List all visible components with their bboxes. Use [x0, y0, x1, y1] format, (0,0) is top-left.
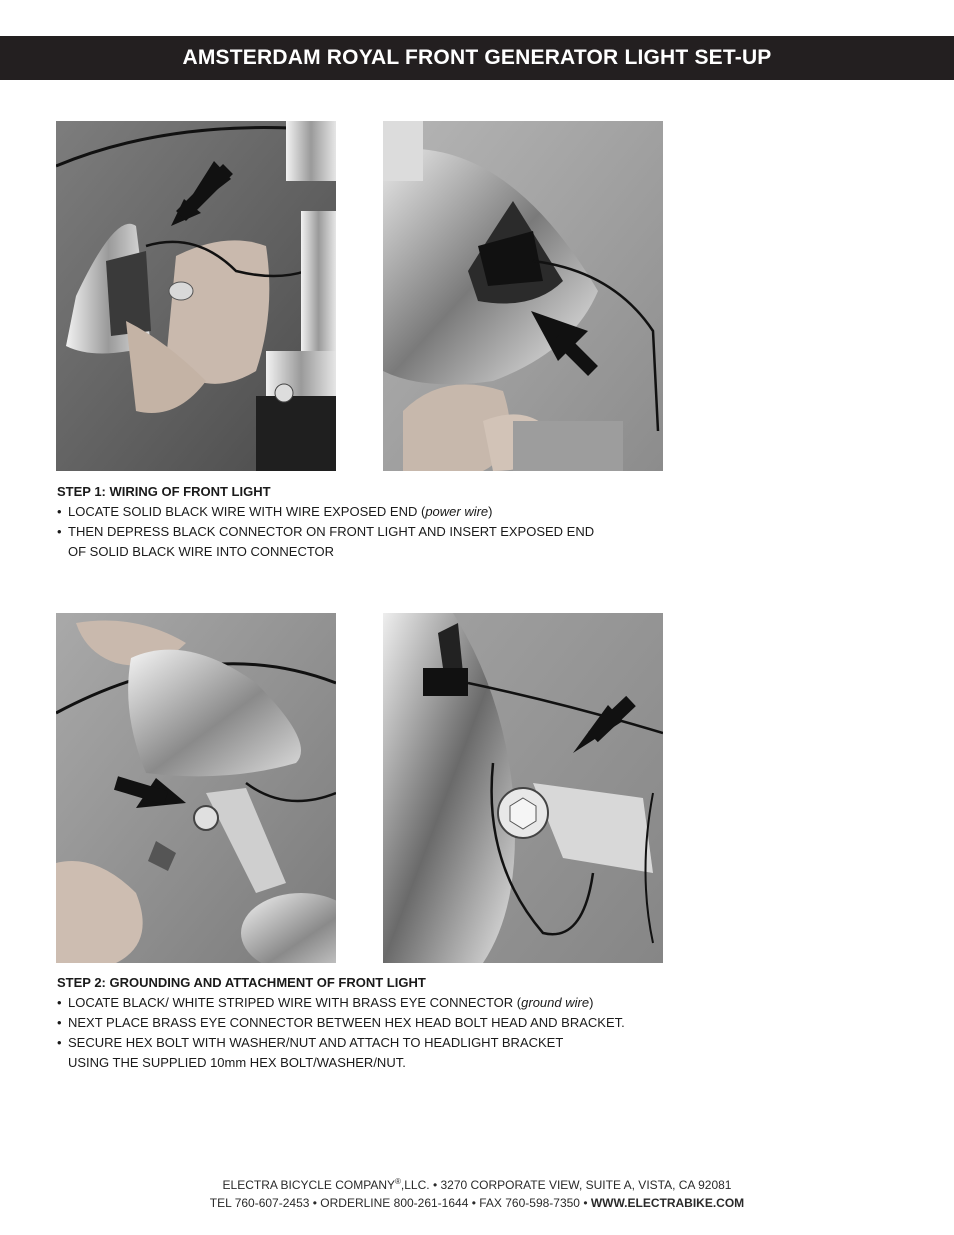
step2-instructions [57, 973, 737, 1073]
step2-bullet-3: • SECURE HEX BOLT WITH WASHER/NUT AND ATTACH TO HEADLIGHT BRACKET USING THE SUPPLIED 10mm HEX BOLT/WASHER/NUT. [57, 1035, 564, 1070]
photo-step1-wiring [56, 121, 336, 471]
step1-bullet-2: • THEN DEPRESS BLACK CONNECTOR ON FRONT LIGHT AND INSERT EXPOSED END OF SOLID BLACK WIRE INTO CONNECTOR [57, 524, 595, 559]
step2-bullet-1: • LOCATE BLACK/ WHITE STRIPED WIRE WITH BRASS EYE CONNECTOR (ground wire) [57, 995, 594, 1010]
step2-heading: STEP 2: GROUNDING AND ATTACHMENT OF FRONT LIGHT [57, 975, 426, 990]
page-title-bar [0, 36, 954, 80]
website-link[interactable]: WWW.ELECTRABIKE.COM [590, 1196, 745, 1210]
footer-address-line: ELECTRA BICYCLE COMPANY®,LLC. • 3270 CORPORATE VIEW, SUITE A, VISTA, CA 92081 [222, 1177, 732, 1192]
step1-bullet-1: • LOCATE SOLID BLACK WIRE WITH WIRE EXPOSED END (power wire) [57, 504, 493, 519]
step2-bullet-2: • NEXT PLACE BRASS EYE CONNECTOR BETWEEN HEX HEAD BOLT HEAD AND BRACKET. [57, 1015, 625, 1030]
step1-heading: STEP 1: WIRING OF FRONT LIGHT [57, 484, 271, 499]
page-title: AMSTERDAM ROYAL FRONT GENERATOR LIGHT SET-UP [182, 46, 772, 69]
footer [0, 1173, 954, 1212]
step1-instructions [57, 482, 737, 562]
photo-step2-bracket [383, 613, 663, 963]
footer-contact-line: TEL 760-607-2453 • ORDERLINE 800-261-1644 • FAX 760-598-7350 • WWW.ELECTRABIKE.COM [209, 1196, 745, 1210]
photo-step2-bolt [56, 613, 336, 963]
photo-step1-connector [383, 121, 663, 471]
